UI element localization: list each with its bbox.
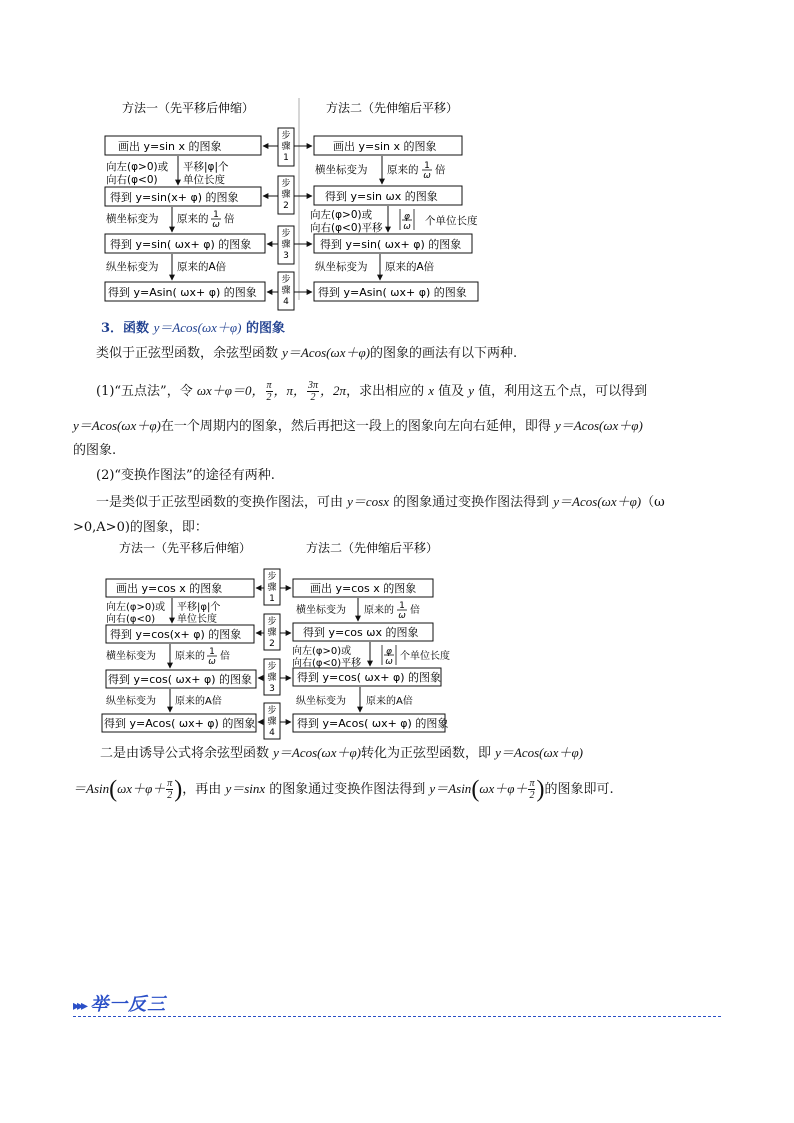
right-box-1-cos-text: 画出 y=cos x 的图象 — [310, 582, 417, 595]
p3-formula-b: y＝Acos(ωx＋φ) — [554, 418, 643, 433]
paragraph-1 — [96, 344, 517, 363]
paragraph-6 — [96, 493, 665, 512]
left-box-2-text: 得到 y=sin(x+ φ) 的图象 — [110, 191, 239, 204]
frac-phi-omega-1: φ ω — [403, 212, 411, 232]
p6-text-c: （ω — [641, 495, 665, 510]
p6-text-b: 的图象通过变换作图法得到 — [389, 495, 554, 510]
note-right-shift-2-cos: 向右(φ<0)平移 — [292, 658, 362, 669]
left-box-3-cos-text: 得到 y=cos( ωx+ φ) 的图象 — [108, 673, 252, 686]
note-left-hscale-c: 倍 — [224, 213, 235, 225]
left-box-3-text: 得到 y=sin( ωx+ φ) 的图象 — [110, 238, 252, 251]
p2-formula-b: ，2π — [320, 383, 347, 398]
note-left-vscale-a: 纵坐标变为 — [106, 261, 159, 273]
right-box-2-cos-text: 得到 y=cos ωx 的图象 — [303, 626, 419, 639]
note-left-hscale-b: 原来的 — [177, 213, 209, 225]
p8-formula-a: y＝Acos(ωx＋φ) — [273, 745, 361, 760]
p2-text-b: ，求出相应的 — [346, 384, 429, 399]
dashed-divider — [73, 1016, 721, 1017]
right-box-3-cos-text: 得到 y=cos( ωx+ φ) 的图象 — [297, 671, 441, 684]
note-left-shift-1: 向左(φ>0)或 — [106, 161, 169, 173]
note-right-shift-3: 个单位长度 — [425, 215, 478, 227]
step-3-label: 步骤 3 — [281, 229, 291, 261]
section-3-title — [101, 319, 285, 338]
note-left-shift-2-cos: 向右(φ<0) — [106, 614, 156, 625]
step-1-cos-label: 步骤 1 — [267, 572, 277, 604]
left-paren-1: ( — [109, 776, 118, 803]
p2-text-a: (1)“五点法”，令 — [96, 384, 197, 399]
p1-formula: y＝Acos(ωx＋φ) — [282, 345, 370, 360]
left-paren-2: ( — [471, 776, 480, 803]
p7-text: >0,A>0)的图象，即： — [73, 520, 208, 535]
left-box-1-text: 画出 y=sin x 的图象 — [118, 140, 222, 153]
p9-formula-a: ＝Asin — [73, 781, 110, 796]
note-left-shift-3-cos: 平移|φ|个 — [177, 602, 221, 613]
p8-formula-b: y＝Acos(ωx＋φ) — [495, 745, 583, 760]
note-left-hscale-c-cos: 倍 — [220, 651, 230, 662]
left-box-4-cos-text: 得到 y=Acos( ωx+ φ) 的图象 — [104, 717, 256, 730]
step-2-cos-label: 步骤 2 — [267, 617, 277, 649]
note-right-hscale-b-cos: 原来的 — [364, 605, 394, 616]
note-left-shift-1-cos: 向左(φ>0)或 — [106, 602, 166, 613]
right-box-2-text: 得到 y=sin ωx 的图象 — [325, 190, 438, 203]
p6-formula-a: y＝cosx — [347, 494, 390, 509]
note-right-hscale-c-cos: 倍 — [410, 605, 420, 616]
note-left-vscale-a-cos: 纵坐标变为 — [106, 696, 156, 707]
section-heading-practice — [73, 990, 166, 1016]
p5-text: (2)“变换作图法”的途径有两种. — [96, 468, 275, 483]
note-right-vscale-a: 纵坐标变为 — [315, 261, 368, 273]
right-box-4-cos-text: 得到 y=Acos( ωx+ φ) 的图象 — [297, 717, 449, 730]
p4-text: 的图象. — [73, 443, 117, 458]
p9-inner-a: ωx＋φ＋ — [117, 781, 166, 796]
note-right-hscale-c: 倍 — [435, 164, 446, 176]
step-4-cos-label: 步骤 4 — [267, 706, 277, 738]
frac-pi-2: $\frac{\pi}{2}$ — [266, 380, 272, 403]
note-left-hscale-a: 横坐标变为 — [106, 213, 159, 225]
p9-formula-c: y＝Asin — [429, 781, 472, 796]
p2-formula-a: ωx＋φ＝0， — [196, 383, 265, 398]
flowchart-sin — [0, 0, 794, 310]
header-method-1: 方法一（先平移后伸缩） — [122, 101, 255, 115]
note-right-vscale-a-cos: 纵坐标变为 — [296, 696, 346, 707]
right-box-4-text: 得到 y=Asin( ωx+ φ) 的图象 — [318, 286, 467, 299]
p9-formula-b: y＝sinx — [225, 781, 266, 796]
left-box-4-text: 得到 y=Asin( ωx+ φ) 的图象 — [108, 286, 257, 299]
p8-text-b: 转化为正弦型函数，即 — [360, 746, 496, 761]
header-method-2-cos: 方法二（先伸缩后平移） — [306, 541, 439, 555]
paragraph-4 — [73, 442, 116, 460]
paragraph-8 — [100, 744, 583, 763]
note-right-shift-1-cos: 向左(φ>0)或 — [292, 646, 352, 657]
step-3-cos-label: 步骤 3 — [267, 662, 277, 694]
note-right-shift-2: 向右(φ<0)平移 — [310, 222, 383, 234]
note-left-vscale-b-cos: 原来的A倍 — [175, 696, 222, 707]
note-left-shift-4: 单位长度 — [183, 174, 225, 186]
p9-text-a: ，再由 — [182, 782, 226, 797]
p2-formula-mid: ，π， — [273, 383, 307, 398]
note-right-hscale-b: 原来的 — [387, 164, 419, 176]
p3-formula-a: y＝Acos(ωx＋φ) — [73, 418, 161, 433]
note-right-shift-1: 向左(φ>0)或 — [310, 209, 373, 221]
note-left-shift-4-cos: 单位长度 — [177, 614, 217, 625]
p1-text-b: 的图象的画法有以下两种. — [369, 346, 518, 361]
p8-text-a: 二是由诱导公式将余弦型函数 — [100, 746, 274, 761]
p9-inner-b: ωx＋φ＋ — [479, 781, 528, 796]
section-title-formula: y＝Acos(ωx＋φ) — [153, 320, 242, 335]
frac-1-omega-cos-right: 1 ω — [398, 601, 406, 621]
paragraph-3 — [73, 417, 643, 436]
paragraph-7 — [73, 519, 208, 537]
note-left-vscale-b: 原来的A倍 — [177, 261, 227, 273]
left-box-2-cos-text: 得到 y=cos(x+ φ) 的图象 — [110, 628, 242, 641]
right-box-3-text: 得到 y=sin( ωx+ φ) 的图象 — [320, 238, 462, 251]
p2-var-x: x — [428, 383, 434, 398]
right-box-1-text: 画出 y=sin x 的图象 — [333, 140, 437, 153]
paragraph-2 — [96, 380, 647, 403]
paragraph-9 — [73, 778, 614, 801]
section-title-prefix: 函数 — [123, 321, 154, 336]
header-method-2: 方法二（先伸缩后平移） — [326, 101, 459, 115]
step-2-label: 步骤 2 — [281, 179, 291, 211]
frac-pi-2-c: $\frac{\pi}{2}$ — [529, 778, 535, 801]
triple-arrow-icon: ▸▸▸ — [73, 998, 86, 1014]
p9-text-c: 的图象即可. — [544, 782, 614, 797]
note-left-hscale-b-cos: 原来的 — [175, 651, 205, 662]
note-right-vscale-b-cos: 原来的A倍 — [366, 696, 413, 707]
left-box-1-cos-text: 画出 y=cos x 的图象 — [116, 582, 223, 595]
p9-text-b: 的图象通过变换作图法得到 — [265, 782, 430, 797]
right-paren-2: ) — [536, 776, 545, 803]
p1-text-a: 类似于正弦型函数，余弦型函数 — [96, 346, 283, 361]
frac-pi-2-b: $\frac{\pi}{2}$ — [167, 778, 173, 801]
frac-1-omega: 1 ω — [212, 210, 220, 230]
p3-text-a: 在一个周期内的图象，然后再把这一段上的图象向左向右延伸，即得 — [160, 419, 555, 434]
p2-var-y: y — [468, 383, 475, 398]
p6-formula-b: y＝Acos(ωx＋φ) — [553, 494, 642, 509]
frac-phi-omega-cos: φ ω — [385, 647, 393, 667]
p6-text-a: 一是类似于正弦型函数的变换作图法，可由 — [96, 495, 348, 510]
p2-text-c: 值及 — [433, 384, 469, 399]
right-paren-1: ) — [174, 776, 183, 803]
note-right-vscale-b: 原来的A倍 — [385, 261, 435, 273]
practice-title: 举一反三 — [90, 994, 167, 1015]
note-right-shift-3-cos: 个单位长度 — [400, 651, 450, 662]
frac-3pi-2: $\frac{3\pi}{2}$ — [308, 380, 319, 403]
note-left-shift-3: 平移|φ|个 — [183, 161, 229, 173]
frac-1-omega-cos-left: 1 ω — [208, 647, 216, 667]
step-1-label: 步骤 1 — [281, 131, 291, 163]
flowchart-cos — [0, 537, 794, 737]
note-right-hscale-a: 横坐标变为 — [315, 164, 368, 176]
p2-text-d: 值，利用这五个点，可以得到 — [474, 384, 648, 399]
note-left-hscale-a-cos: 横坐标变为 — [106, 651, 156, 662]
section-number: 3． — [101, 321, 124, 336]
frac-2-omega: 1 ω — [423, 161, 431, 181]
note-left-shift-2: 向右(φ<0) — [106, 174, 158, 186]
section-title-suffix: 的图象 — [241, 321, 285, 336]
note-right-hscale-a-cos: 横坐标变为 — [296, 605, 346, 616]
header-method-1-cos: 方法一（先平移后伸缩） — [119, 541, 252, 555]
step-4-label: 步骤 4 — [281, 275, 291, 307]
paragraph-5 — [96, 467, 275, 485]
